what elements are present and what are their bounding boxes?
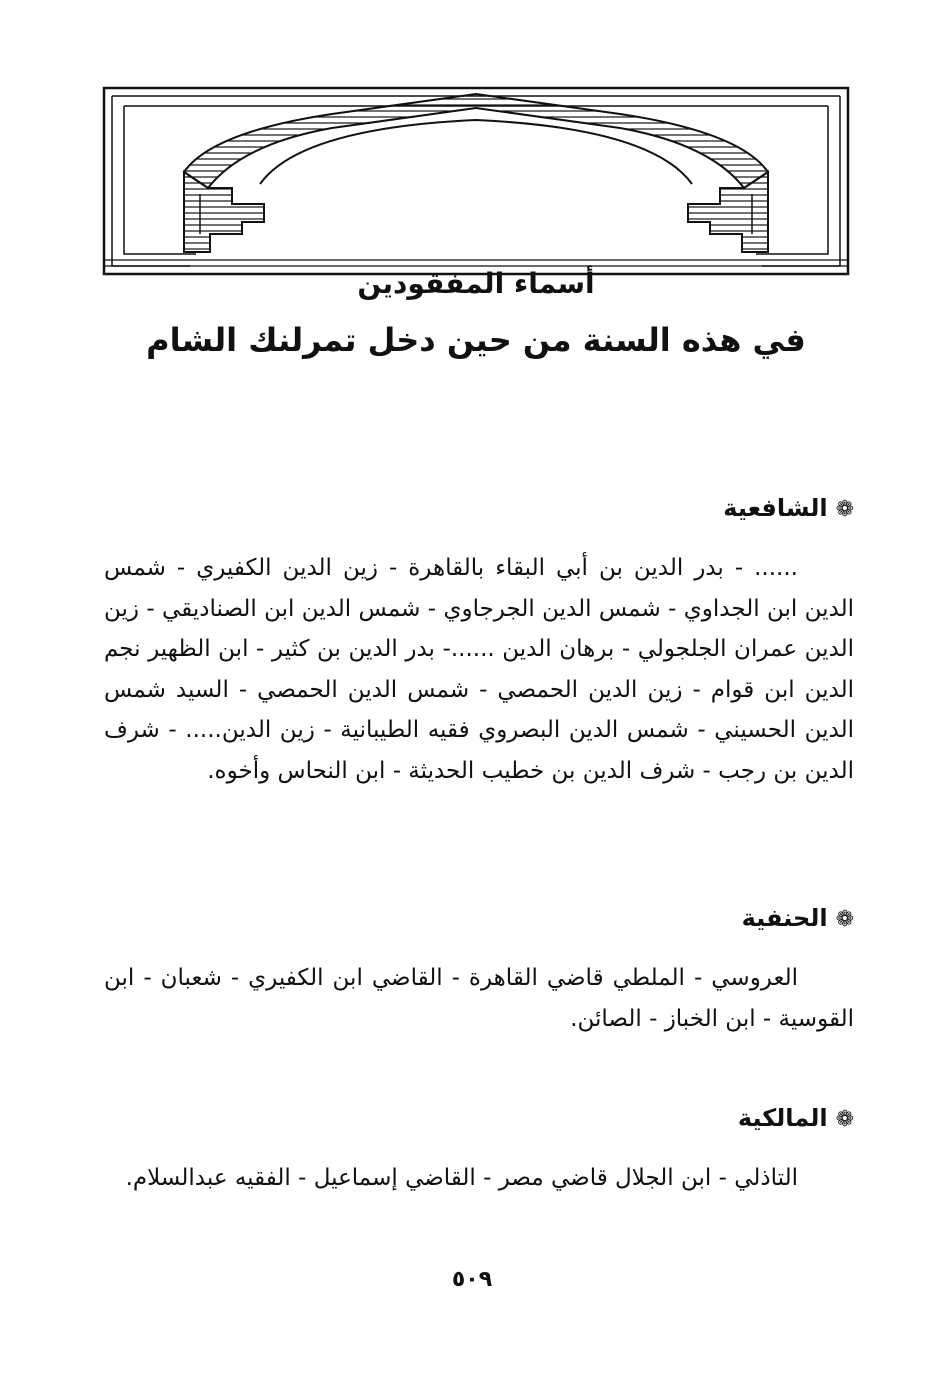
section-heading — [104, 898, 854, 940]
section-heading — [104, 1098, 854, 1140]
section-paragraph: ...... - بدر الدين بن أبي البقاء بالقاهرة - زين الدين الكفيري - شمس الدين ابن الجداوي - شمس الدين الجرجاوي - شمس الدين ابن الصناديقي - زين الدين عمران الجلجولي - برهان الدين ......- بدر الدين بن كثير - ابن الظهير نجم الدين ابن قوام - زين الدين الحمصي - شمس الدين الحمصي - السيد شمس الدين الحسيني - شمس الدين البصروي فقيه الطيبانية - زين الدين..... - شرف الدين بن رجب - شرف الدين بن خطيب الحديثة - ابن النحاس وأخوه. — [104, 555, 854, 784]
section-paragraph: العروسي - الملطي قاضي القاهرة - القاضي ابن الكفيري - شعبان - ابن القوسية - ابن الخباز - الصائن. — [104, 965, 854, 1032]
section-heading-label: الحنفية — [741, 904, 828, 932]
page-title: أسماء المفقودين — [357, 267, 595, 300]
header-ornament-frame — [100, 84, 852, 280]
flower-icon: ❁ — [835, 1107, 854, 1132]
section-heading — [104, 488, 854, 530]
flower-icon: ❁ — [835, 497, 854, 522]
section-heading-label: الشافعية — [723, 494, 828, 522]
section-paragraph: التاذلي - ابن الجلال قاضي مصر - القاضي إسماعيل - الفقيه عبدالسلام. — [125, 1165, 798, 1191]
page-number: ٥٠٩ — [451, 1267, 493, 1292]
section-maliki — [104, 1098, 854, 1199]
flower-icon: ❁ — [835, 907, 854, 932]
section-heading-label: المالكية — [737, 1104, 828, 1132]
section-hanafi — [104, 898, 854, 1039]
section-shafii — [104, 488, 854, 792]
page-subtitle: في هذه السنة من حين دخل تمرلنك الشام — [146, 321, 806, 359]
